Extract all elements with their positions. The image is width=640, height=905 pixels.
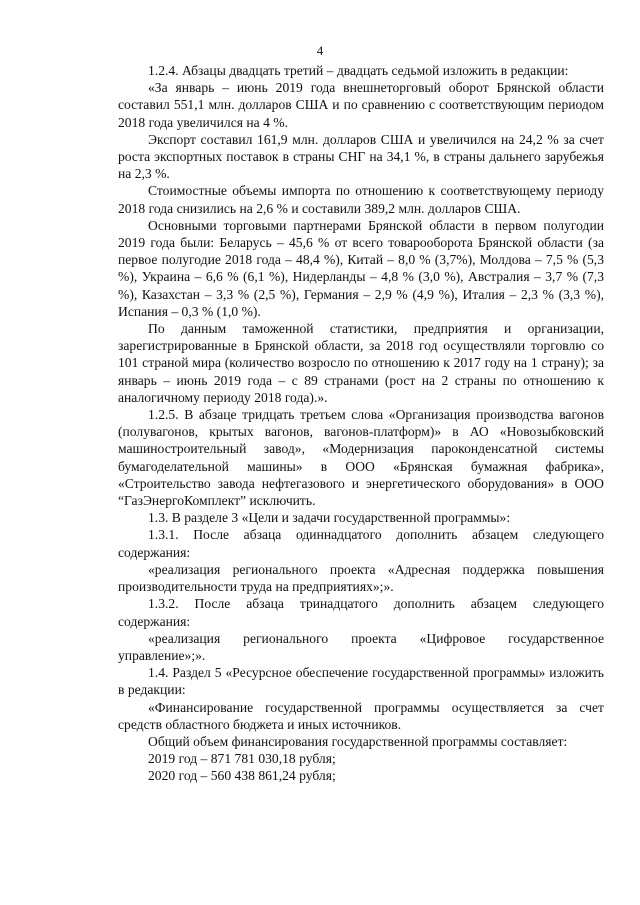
paragraph-year-2019: 2019 год – 871 781 030,18 рубля; <box>148 751 336 767</box>
paragraph-1-2-5: 1.2.5. В абзаце тридцать третьем слова «Организация производства вагонов (полувагонов, крытых вагонов, вагонов-платформ)» в АО «Новозыбковский машиностроительный завод», «Модернизация пароконденсатной системы бумагоделательной машины» в ООО «Брянская бумажная фабрика», «Строительство завода нефтегазового и энергетического оборудования» в ООО “ГазЭнергоКомплект” исключить. <box>118 407 604 509</box>
paragraph-financing: «Финансирование государственной программы осуществляется за счет средств областного бюджета и иных источников. <box>118 699 604 732</box>
paragraph-customs-stats: По данным таможенной статистики, предприятия и организации, зарегистрированные в Брянской области, за 2018 год осуществляли торговлю со 101 страной мира (количество возросло по отношению к 2017 году на 1 страну); за январь – июнь 2019 года – с 89 странами (рост на 2 страны по отношению к аналогичному периоду 2018 года).». <box>118 321 604 405</box>
paragraph-import: Стоимостные объемы импорта по отношению к соответствующему периоду 2018 года снизились на 2,6 % и составили 389,2 млн. долларов США. <box>118 183 604 216</box>
paragraph-1-3: 1.3. В разделе 3 «Цели и задачи государственной программы»: <box>148 510 511 526</box>
paragraph-1-3-1: 1.3.1. После абзаца одиннадцатого дополнить абзацем следующего содержания: <box>118 527 604 560</box>
body-text <box>118 62 604 785</box>
paragraph-project-digital: «реализация регионального проекта «Цифровое государственное управление»;». <box>118 630 604 663</box>
page-number: 4 <box>316 43 324 58</box>
paragraph-total-volume: Общий объем финансирования государственной программы составляет: <box>148 733 568 749</box>
paragraph-project-labor: «реализация регионального проекта «Адресная поддержка повышения производительности труда на предприятиях»;». <box>118 561 604 595</box>
paragraph-1-2-4: 1.2.4. Абзацы двадцать третий – двадцать седьмой изложить в редакции: <box>148 63 569 78</box>
paragraph-year-2020: 2020 год – 560 438 861,24 рубля; <box>148 768 336 784</box>
paragraph-1-4: 1.4. Раздел 5 «Ресурсное обеспечение государственной программы» изложить в редакции: <box>118 665 604 698</box>
paragraph-export: Экспорт составил 161,9 млн. долларов США и увеличился на 24,2 % за счет роста экспортных поставок в страны СНГ на 34,1 %, в страны дальнего зарубежья на 2,3 %. <box>118 131 604 182</box>
paragraph-1-3-2: 1.3.2. После абзаца тринадцатого дополнить абзацем следующего содержания: <box>118 596 604 629</box>
paragraph-trade-turnover: «За январь – июнь 2019 года внешнеторговый оборот Брянской области составил 551,1 млн. долларов США и по сравнению с соответствующим периодом 2018 года увеличился на 4 %. <box>118 80 604 130</box>
paragraph-partners: Основными торговыми партнерами Брянской области в первом полугодии 2019 года были: Беларусь – 45,6 % от всего товарооборота Брянской области (за первое полугодие 2018 года – 48,4 %), Китай – 8,0 % (3,7%), Молдова – 7,5 % (5,3 %), Украина – 6,6 % (6,1 %), Нидерланды – 4,8 % (3,0 %), Австралия – 3,7 % (7,3 %), Казахстан – 3,3 % (2,5 %), Германия – 2,9 % (4,9 %), Италия – 2,3 % (3,3 %), Испания – 0,3 % (1,0 %). <box>118 217 604 319</box>
